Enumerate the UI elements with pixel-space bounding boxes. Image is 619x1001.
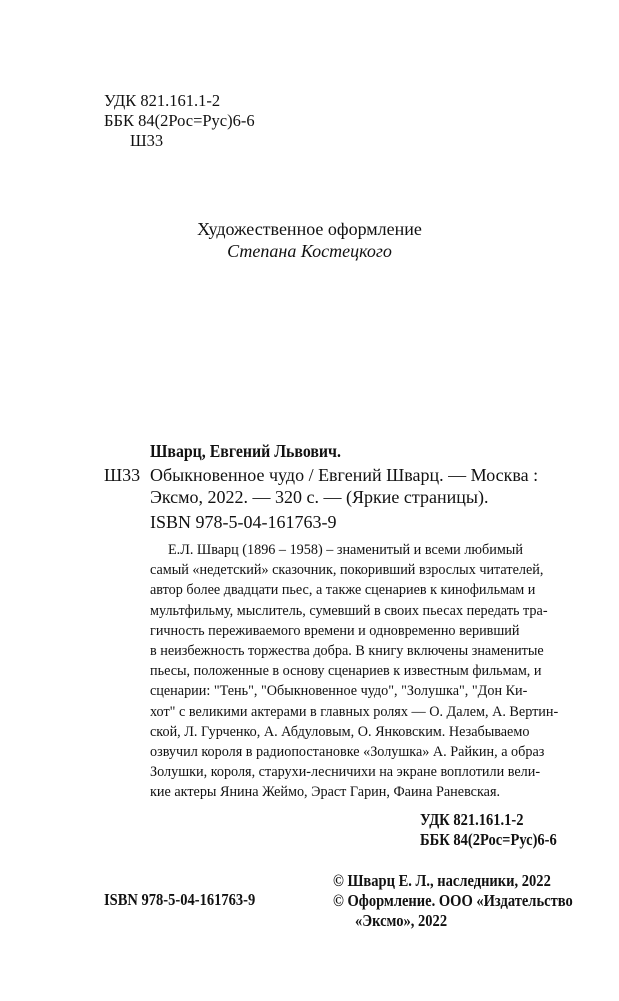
annotation-line: озвучил короля в радиопостановке «Золушка» А. Райкин, а образ [150, 744, 545, 761]
annotation-line: гичность переживаемого времени и одновременно веривший [150, 622, 520, 639]
footer-isbn: ISBN 978-5-04-161763-9 [104, 890, 256, 909]
annotation-line: Е.Л. Шварц (1896 – 1958) – знаменитый и всеми любимый [168, 542, 523, 558]
annotation-line: мультфильму, мыслитель, сумевший в своих пьесах передать тра- [150, 602, 548, 619]
record-isbn: ISBN 978-5-04-161763-9 [150, 512, 337, 532]
annotation-line: в неизбежность торжества добра. В книгу включены знаменитые [150, 643, 544, 660]
bottom-udk-code: УДК 821.161.1-2 [420, 810, 524, 829]
title-line-1: Обыкновенное чудо / Евгений Шварц. — Москва : [150, 465, 539, 485]
title-line-2: Эксмо, 2022. — 320 с. — (Яркие страницы). [150, 487, 489, 507]
annotation-line: ской, Л. Гурченко, А. Абдуловым, О. Янковским. Незабываемо [150, 723, 530, 740]
annotation [150, 540, 559, 803]
author-mark: Ш33 [130, 131, 164, 150]
designer-name: Степана Костецкого [227, 241, 392, 261]
design-credit-label: Художественное оформление [197, 219, 422, 239]
annotation-line: пьесы, положенные в основу сценариев к известным фильмам, и [150, 663, 542, 680]
record-author-mark: Ш33 [104, 465, 141, 485]
annotation-line: автор более двадцати пьес, а также сценариев к кинофильмам и [150, 582, 536, 599]
annotation-line: хот" с великими актерами в главных ролях — О. Далем, А. Вертин- [150, 703, 559, 720]
annotation-line: Золушки, короля, старухи-лесничихи на экране воплотили вели- [150, 764, 541, 781]
bottom-bbk-code: ББК 84(2Рос=Рус)6-6 [420, 830, 557, 849]
annotation-line: самый «недетский» сказочник, покоривший взрослых читателей, [150, 562, 544, 579]
annotation-line: кие актеры Янина Жеймо, Эраст Гарин, Фаина Раневская. [150, 784, 501, 801]
bbk-code: ББК 84(2Рос=Рус)6-6 [104, 111, 255, 130]
author-heading: Шварц, Евгений Львович. [150, 441, 341, 461]
udk-code: УДК 821.161.1-2 [104, 91, 221, 110]
copyright-author: © Шварц Е. Л., наследники, 2022 [333, 871, 551, 890]
copyright-publisher: «Эксмо», 2022 [355, 911, 448, 930]
copyright-design: © Оформление. ООО «Издательство [333, 891, 573, 910]
annotation-line: сценарии: "Тень", "Обыкновенное чудо", "Золушка", "Дон Ки- [150, 683, 528, 700]
